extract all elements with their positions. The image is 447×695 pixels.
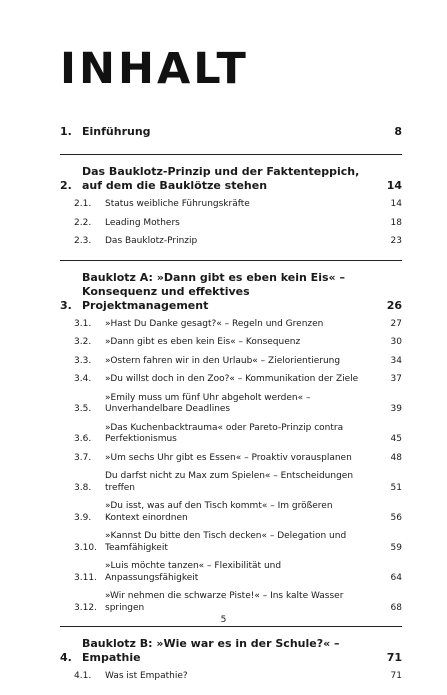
entry-title: »Hast Du Danke gesagt?« – Regeln und Grenzen — [105, 318, 324, 329]
entry-title: Status weibliche Führungskräfte — [105, 199, 250, 209]
toc-entry — [60, 393, 402, 416]
chapter-page: 71 — [386, 651, 402, 664]
entry-page: 59 — [390, 542, 402, 553]
toc-entry — [60, 591, 402, 614]
chapter-title: Bauklotz A: »Dann gibt es eben kein Eis« – Konsequenz und effektives Projektmanagement — [82, 270, 345, 312]
entry-page: 23 — [390, 236, 402, 246]
entry-title: Leading Mothers — [105, 217, 180, 228]
chapter-heading — [60, 271, 402, 313]
entry-page: 14 — [390, 199, 402, 209]
entry-number: 2.1. — [74, 199, 92, 209]
chapter-2 — [60, 154, 402, 248]
entry-page: 64 — [390, 572, 402, 583]
chapter-heading — [60, 165, 402, 193]
toc-entry — [60, 319, 402, 331]
chapter-number: 2. — [60, 179, 72, 192]
entry-number: 2.3. — [74, 236, 92, 246]
chapter-1 — [60, 125, 402, 139]
chapter-number: 4. — [60, 651, 72, 664]
entry-number: 4.1. — [74, 671, 92, 681]
entry-page: 39 — [390, 404, 402, 414]
chapter-page: 26 — [386, 298, 402, 312]
entry-title: Was ist Empathie? — [105, 671, 188, 681]
toc-entry — [60, 374, 402, 386]
toc-entry — [60, 531, 402, 554]
entry-title: »Luis möchte tanzen« – Flexibilität und Anpassungsfähigkeit — [105, 561, 282, 583]
entry-page: 37 — [390, 374, 402, 384]
entry-number: 3.9. — [74, 512, 92, 523]
chapter-heading — [60, 125, 402, 139]
toc-entry — [60, 471, 402, 494]
chapter-page: 8 — [394, 125, 402, 138]
chapter-4 — [60, 626, 402, 683]
toc-entry — [60, 236, 402, 248]
entry-number: 3.12. — [74, 602, 97, 613]
entry-page: 27 — [390, 318, 402, 329]
entry-page: 18 — [390, 217, 402, 228]
toc-entry — [60, 199, 402, 211]
chapter-3 — [60, 260, 402, 615]
toc-entry — [60, 356, 402, 368]
table-of-contents — [60, 125, 402, 695]
chapter-title: Einführung — [82, 125, 151, 138]
entry-title: »Ostern fahren wir in den Urlaub« – Zielorientierung — [105, 355, 341, 366]
chapter-title: Bauklotz B: »Wie war es in der Schule?« – Empathie — [82, 637, 340, 664]
toc-entry — [60, 453, 402, 465]
entry-page: 71 — [390, 671, 402, 681]
entry-number: 3.4. — [74, 374, 92, 384]
page-title: INHALT — [60, 44, 249, 94]
entry-number: 3.8. — [74, 482, 92, 493]
entry-number: 3.6. — [74, 434, 92, 444]
toc-entry — [60, 337, 402, 349]
entry-number: 3.11. — [74, 572, 97, 583]
entry-title: »Dann gibt es eben kein Eis« – Konsequenz — [105, 337, 301, 347]
entry-number: 3.7. — [74, 452, 92, 463]
page-number: 5 — [220, 615, 227, 625]
chapter-heading — [60, 637, 402, 665]
entry-number: 3.2. — [74, 337, 92, 347]
entry-page: 48 — [390, 452, 402, 463]
toc-entry — [60, 501, 402, 524]
entry-number: 3.1. — [74, 318, 92, 329]
entry-title: »Um sechs Uhr gibt es Essen« – Proaktiv vorausplanen — [105, 452, 352, 463]
entry-title: Du darfst nicht zu Max zum Spielen« – Entscheidungen treffen — [105, 471, 354, 493]
entry-page: 30 — [390, 337, 402, 347]
toc-entry — [60, 561, 402, 584]
toc-entry — [60, 671, 402, 683]
entry-title: »Kannst Du bitte den Tisch decken« – Delegation und Teamfähigkeit — [105, 531, 347, 553]
entry-title: »Du isst, was auf den Tisch kommt« – Im größeren Kontext einordnen — [105, 501, 333, 523]
toc-entry — [60, 423, 402, 446]
toc-entry — [60, 218, 402, 230]
entry-title: »Emily muss um fünf Uhr abgeholt werden« – Unverhandelbare Deadlines — [105, 392, 311, 414]
entry-number: 3.10. — [74, 542, 97, 553]
chapter-page: 14 — [386, 179, 402, 192]
chapter-title: Das Bauklotz-Prinzip und der Faktenteppich, auf dem die Bauklötze stehen — [82, 165, 360, 192]
entry-page: 34 — [390, 355, 402, 366]
chapter-number: 3. — [60, 298, 72, 312]
entry-title: »Wir nehmen die schwarze Piste!« – Ins kalte Wasser springen — [105, 591, 344, 613]
entry-page: 51 — [390, 482, 402, 493]
entry-number: 2.2. — [74, 217, 92, 228]
entry-number: 3.3. — [74, 355, 92, 366]
chapter-number: 1. — [60, 125, 72, 138]
entry-page: 68 — [390, 602, 402, 613]
entry-number: 3.5. — [74, 404, 92, 414]
entry-page: 45 — [390, 434, 402, 444]
entry-page: 56 — [390, 512, 402, 523]
entry-title: »Das Kuchenbacktrauma« oder Pareto-Prinzip contra Perfektionismus — [105, 422, 344, 444]
entry-title: Das Bauklotz-Prinzip — [105, 236, 198, 246]
entry-title: »Du willst doch in den Zoo?« – Kommunikation der Ziele — [105, 374, 359, 384]
